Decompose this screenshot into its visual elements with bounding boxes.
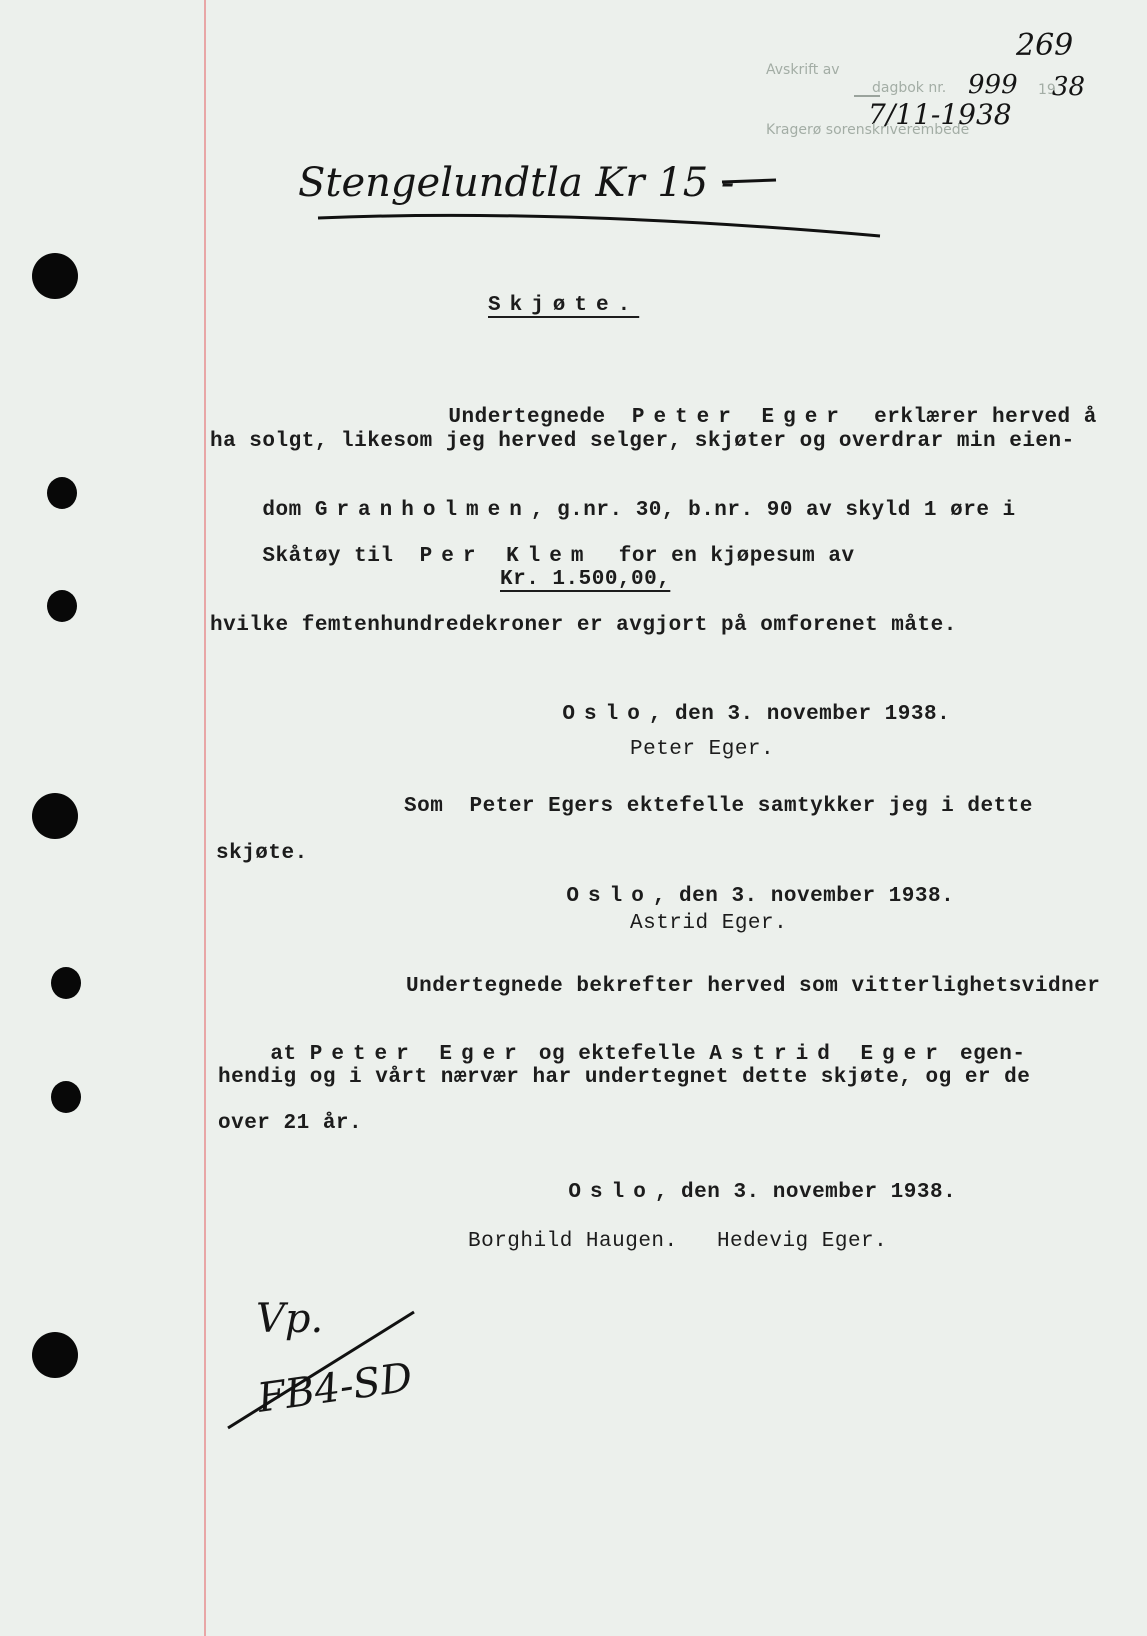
witness-line1: Undertegnede bekrefter herved som vitterlighetsvidner — [406, 975, 1101, 998]
date-1-text: , den 3. november 1938. — [648, 703, 951, 726]
stamp-dagbok-number: 999 — [968, 70, 1018, 100]
stamp-date: 7/11-1938 — [868, 98, 1012, 131]
para1-line2: ha solgt, likesom jeg herved selger, skjøter og overdrar min eien- — [210, 430, 1075, 453]
consent-line2: skjøte. — [216, 842, 308, 865]
amount-words: hvilke femtenhundredekroner er avgjort på omforenet måte. — [210, 614, 957, 637]
para1-l3-b: , g.nr. 30, b.nr. 90 av skyld 1 øre i — [530, 499, 1016, 522]
date-3-text: , den 3. november 1938. — [654, 1181, 957, 1204]
seller-name: Peter Eger — [631, 406, 848, 429]
stamp-line1: Avskrift av — [766, 62, 840, 78]
witness-line4: over 21 år. — [218, 1112, 363, 1135]
page-number: 269 — [1016, 28, 1074, 63]
document-title: Skjøte. — [488, 294, 640, 317]
stamp-line2: dagbok nr. — [872, 80, 947, 96]
para1-l4-b: for en kjøpesum av — [618, 545, 855, 568]
date-1-city: Oslo — [562, 703, 649, 726]
witness-line3: hendig og i vårt nærvær har undertegnet dette skjøte, og er de — [218, 1066, 1031, 1089]
consent-line1: Som Peter Egers ektefelle samtykker jeg i dette — [404, 795, 1033, 818]
handwritten-note-line2: FB4-SD — [254, 1354, 416, 1422]
header-underline — [318, 215, 880, 236]
handwritten-header: Stengelundtla Kr 15 - — [298, 160, 735, 206]
witness-l2-a: at — [270, 1043, 297, 1066]
header-dash — [722, 180, 776, 182]
date-2-text: , den 3. november 1938. — [652, 885, 955, 908]
buyer-name: Per Klem — [419, 545, 593, 568]
signature-1: Peter Eger. — [630, 738, 775, 761]
witness-l2-b: og ektefelle — [538, 1043, 697, 1066]
stamp-year-prefix: 19 — [1038, 82, 1056, 98]
stamp-year-suffix: 38 — [1052, 72, 1086, 102]
amount: Kr. 1.500,00, — [500, 568, 671, 591]
note-slash — [228, 1312, 414, 1428]
date-3-city: Oslo — [568, 1181, 655, 1204]
para1-l4-a: Skåtøy til — [262, 545, 394, 568]
witness-signatures: Borghild Haugen. Hedevig Eger. — [468, 1230, 888, 1253]
witness-l2-c: egen- — [959, 1043, 1026, 1066]
signature-2: Astrid Eger. — [630, 912, 788, 935]
para1-l3-a: dom — [262, 499, 302, 522]
date-2-city: Oslo — [566, 885, 653, 908]
handwritten-note-line1: Vp. — [256, 1296, 324, 1342]
witness-name-2: Astrid Eger — [709, 1043, 947, 1066]
property-name: Granholmen — [314, 499, 531, 522]
witness-name-1: Peter Eger — [309, 1043, 526, 1066]
para1-l1-a: Undertegnede — [448, 406, 606, 429]
stamp-office: Kragerø sorenskriverembede — [766, 122, 970, 138]
para1-l1-b: erklærer herved å — [874, 406, 1097, 429]
